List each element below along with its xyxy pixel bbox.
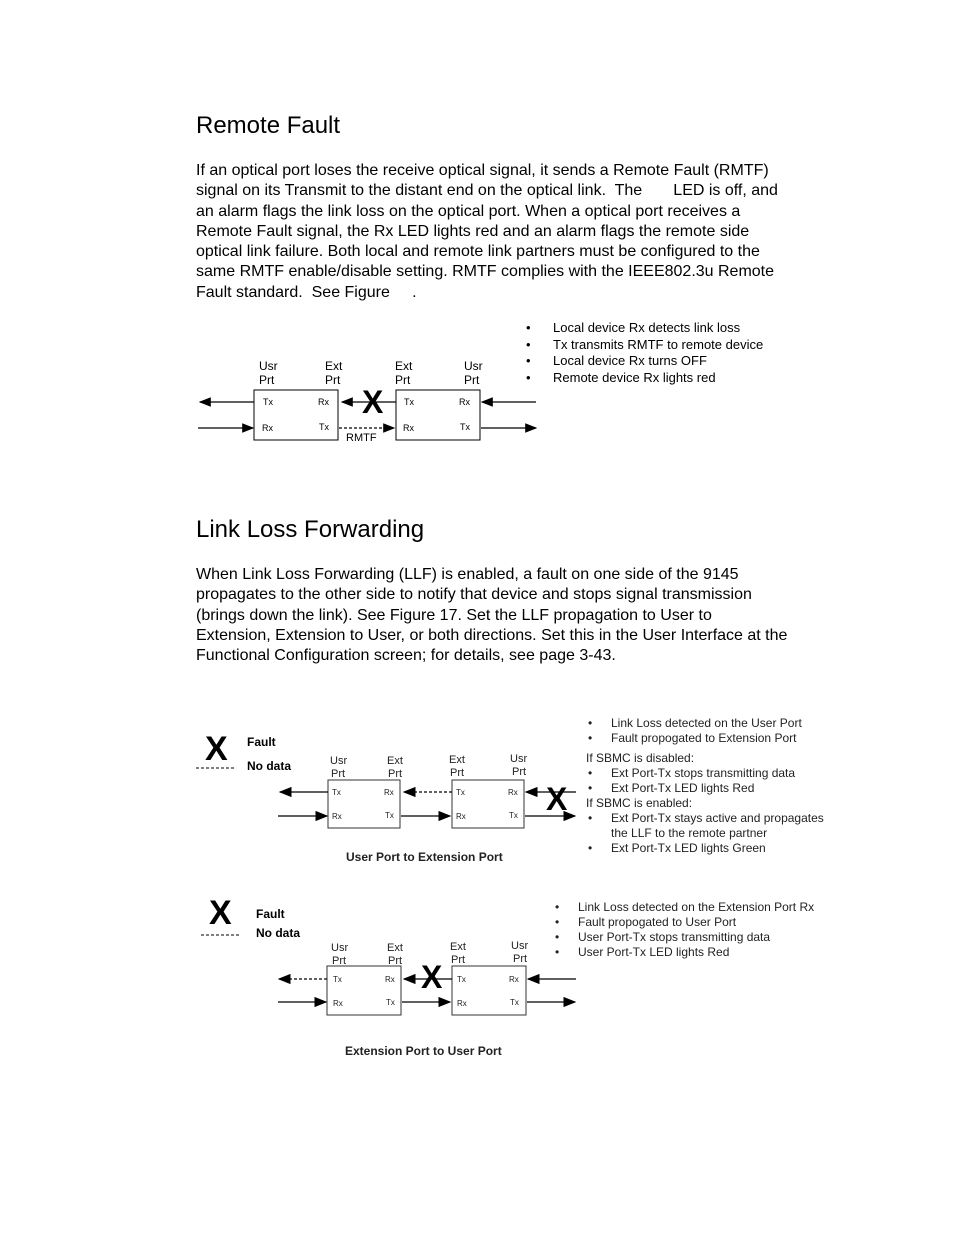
port-label: Usr	[331, 942, 349, 954]
paragraph-line: When Link Loss Forwarding (LLF) is enabled, a fault on one side of the 9145	[196, 566, 739, 583]
port-label: Ext	[387, 942, 403, 954]
rx-label: Rx	[403, 423, 414, 433]
port-label: Prt	[451, 954, 466, 966]
rx-label: Rx	[384, 788, 394, 797]
tx-label: Tx	[456, 788, 465, 797]
rx-label: Rx	[459, 397, 470, 407]
fault-x-icon: X	[205, 730, 228, 768]
rx-label: Rx	[385, 975, 395, 984]
port-label: Usr	[330, 755, 348, 767]
tx-label: Tx	[460, 422, 470, 432]
tx-label: Tx	[510, 998, 519, 1007]
tx-label: Tx	[509, 811, 518, 820]
port-label: Usr	[464, 359, 483, 373]
list-item: • Fault propogated to Extension Port	[586, 731, 846, 746]
list-item: • Local device Rx turns OFF	[526, 353, 763, 370]
list-item: • Ext Port-Tx stays active and propagates	[586, 811, 846, 826]
paragraph-line: Remote Fault signal, the Rx LED lights red and an alarm flags the remote side	[196, 222, 750, 240]
port-label: Ext	[325, 359, 343, 373]
paragraph-line: signal on its Transmit to the distant end on the optical link. The LED is off, and	[196, 182, 778, 200]
diagram-caption: Extension Port to User Port	[345, 1044, 502, 1058]
rx-label: Rx	[456, 812, 466, 821]
paragraph-line: propagates to the other side to notify that device and stops signal transmission	[196, 586, 752, 604]
rx-label: Rx	[457, 999, 467, 1008]
rx-label: Rx	[333, 999, 343, 1008]
rx-label: Rx	[509, 975, 519, 984]
paragraph-line: If an optical port loses the receive optical signal, it sends a Remote Fault (RMTF)	[196, 162, 769, 179]
list-item: • Link Loss detected on the Extension Port Rx	[553, 900, 853, 915]
rx-label: Rx	[318, 397, 329, 407]
paragraph-line: Extension, Extension to User, or both directions. Set this in the User Interface at the	[196, 626, 788, 644]
list-item: • Ext Port-Tx LED lights Red	[586, 781, 846, 796]
list-item-continuation: the LLF to the remote partner	[611, 826, 768, 840]
legend-fault: Fault	[247, 735, 276, 749]
fault-x-icon: X	[421, 959, 443, 995]
port-label: Prt	[332, 955, 347, 967]
legend-fault: Fault	[256, 907, 285, 921]
port-label: Prt	[512, 766, 527, 778]
section-heading-link-loss: Link Loss Forwarding	[196, 516, 425, 543]
tx-label: Tx	[319, 422, 329, 432]
rx-label: Rx	[508, 788, 518, 797]
paragraph-line: (brings down the link). See Figure 17. Set the LLF propagation to User to	[196, 606, 712, 624]
port-label: Ext	[387, 755, 403, 767]
port-label: Prt	[259, 373, 275, 387]
tx-label: Tx	[333, 975, 342, 984]
legend-no-data: No data	[247, 759, 292, 773]
tx-label: Tx	[457, 975, 466, 984]
port-label: Ext	[449, 754, 465, 766]
fault-x-icon: X	[209, 894, 232, 932]
list-item: • Ext Port-Tx LED lights Green	[586, 841, 846, 856]
fault-x-icon: X	[546, 781, 568, 817]
tx-label: Tx	[386, 998, 395, 1007]
list-item: • Ext Port-Tx stops transmitting data	[586, 766, 846, 781]
sbmc-enabled-note: If SBMC is enabled:	[586, 796, 693, 810]
list-item: • Link Loss detected on the User Port	[586, 716, 846, 731]
rmtf-label: RMTF	[346, 432, 377, 444]
port-label: Ext	[450, 941, 466, 953]
list-item: • User Port-Tx stops transmitting data	[553, 930, 853, 945]
list-item: • User Port-Tx LED lights Red	[553, 945, 853, 960]
port-label: Prt	[395, 373, 411, 387]
list-item: • Fault propogated to User Port	[553, 915, 853, 930]
sbmc-disabled-note: If SBMC is disabled:	[586, 751, 695, 765]
rx-label: Rx	[332, 812, 342, 821]
port-label: Prt	[450, 767, 465, 779]
port-label: Prt	[325, 373, 341, 387]
port-label: Prt	[388, 955, 403, 967]
diagram-caption: User Port to Extension Port	[346, 850, 503, 864]
paragraph-line: an alarm flags the link loss on the optical port. When a optical port receives a	[196, 202, 741, 220]
rx-label: Rx	[262, 423, 273, 433]
tx-label: Tx	[263, 397, 273, 407]
tx-label: Tx	[404, 397, 414, 407]
port-label: Prt	[464, 373, 480, 387]
list-item: • Local device Rx detects link loss	[526, 320, 763, 337]
port-label: Prt	[388, 768, 403, 780]
list-item: • Tx transmits RMTF to remote device	[526, 337, 763, 354]
paragraph-line: Fault standard. See Figure .	[196, 283, 417, 301]
port-label: Usr	[510, 753, 528, 765]
section-heading-remote-fault: Remote Fault	[196, 112, 341, 139]
list-item: • Remote device Rx lights red	[526, 370, 763, 387]
legend-no-data: No data	[256, 926, 301, 940]
port-label: Prt	[513, 953, 528, 965]
fault-x-icon: X	[362, 384, 384, 420]
port-label: Ext	[395, 359, 413, 373]
paragraph-line: optical link failure. Both local and remote link partners must be configured to the	[196, 243, 760, 261]
tx-label: Tx	[332, 788, 341, 797]
tx-label: Tx	[385, 811, 394, 820]
port-label: Prt	[331, 768, 346, 780]
paragraph-line: Functional Configuration screen; for details, see page 3-43.	[196, 647, 616, 665]
port-label: Usr	[259, 359, 278, 373]
port-label: Usr	[511, 940, 529, 952]
paragraph-line: same RMTF enable/disable setting. RMTF complies with the IEEE802.3u Remote	[196, 263, 775, 281]
